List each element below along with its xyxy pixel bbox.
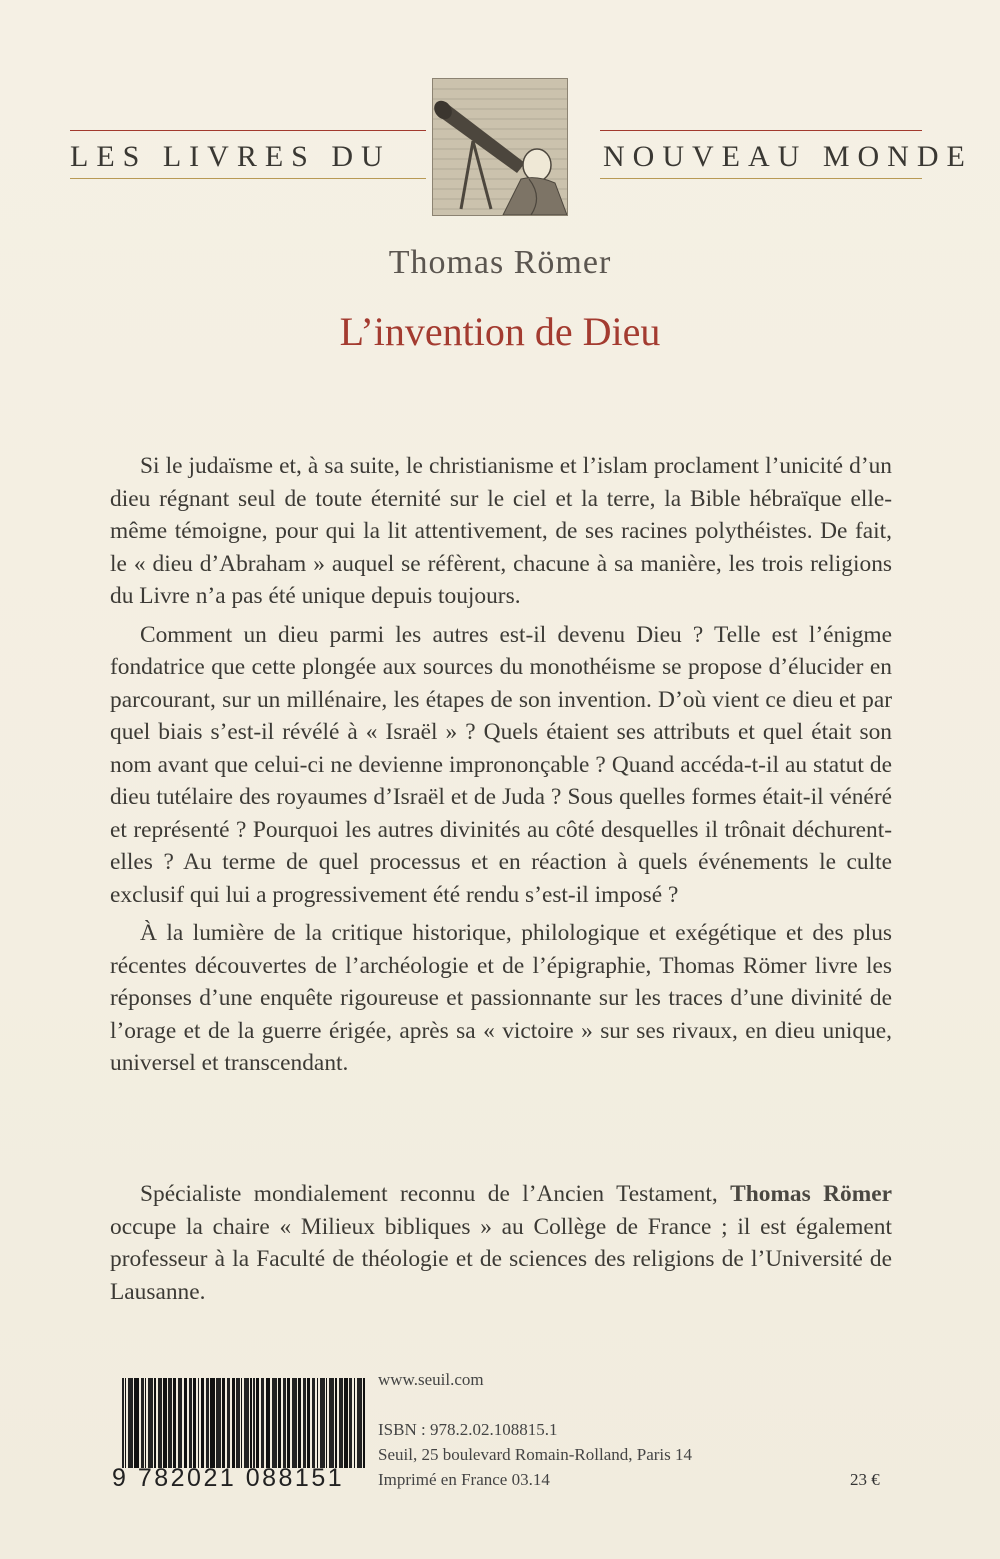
author-bio-paragraph (110, 1178, 892, 1308)
series-name-left: LES LIVRES DU (70, 140, 391, 173)
barcode-bar (329, 1378, 334, 1468)
barcode-bar (189, 1378, 192, 1468)
print-info: Imprimé en France 03.14 (378, 1470, 550, 1489)
barcode-bar (287, 1378, 290, 1468)
price: 23 € (850, 1470, 880, 1489)
book-author: Thomas Römer (388, 244, 612, 281)
barcode-bar (326, 1378, 328, 1468)
barcode-bar (250, 1378, 252, 1468)
barcode-bar (193, 1378, 196, 1468)
isbn-number: ISBN : 978.2.02.108815.1 (378, 1420, 558, 1439)
barcode-bar (266, 1378, 271, 1468)
header-rule-top-right (600, 130, 922, 131)
barcode-bar (227, 1378, 230, 1468)
barcode-bar (158, 1378, 163, 1468)
barcode-bar (303, 1378, 306, 1468)
blurb-paragraph: Si le judaïsme et, à sa suite, le christianisme et l’islam proclament l’unicité d’un dieu régnant seul de toute éternité sur le ciel et la terre, la Bible hébraïque elle-même témoigne, pour qui la lit attentivement, de ses racines polythéistes. De fait, le « dieu d’Abraham » auquel se réfèrent, chacune à sa manière, les trois religions du Livre n’a pas été unique depuis toujours. (110, 453, 892, 609)
astronomer-telescope-engraving-icon (432, 78, 568, 216)
header-rule-top-left (70, 130, 426, 131)
barcode-bar (241, 1378, 243, 1468)
barcode-bar (317, 1378, 319, 1468)
barcode-bar (122, 1378, 124, 1468)
blurb-paragraph: À la lumière de la critique historique, philologique et exégétique et des plus récentes découvertes de l’archéologie et de l’épigraphie, Thomas Römer livre les réponses d’une enquête rigoureuse et passionnante sur les traces d’une divinité de l’orage et de la guerre érigée, après sa « victoire » sur ses rivaux, en dieu unique, universel et transcendant. (110, 920, 892, 1076)
barcode-bar (134, 1378, 139, 1468)
barcode-bar (154, 1378, 156, 1468)
blurb-text (110, 450, 892, 1086)
barcode-bar (148, 1378, 153, 1468)
barcode-bar (145, 1378, 147, 1468)
barcode-bar (363, 1378, 365, 1468)
barcode-bar (201, 1378, 204, 1468)
barcode-bar (236, 1378, 239, 1468)
barcode-bar (298, 1378, 301, 1468)
publisher-address: Seuil, 25 boulevard Romain-Rolland, Paris 14 (378, 1445, 692, 1464)
barcode-bar (184, 1378, 187, 1468)
barcode-bar (256, 1378, 259, 1468)
barcode-bar (349, 1378, 352, 1468)
barcode-bar (272, 1378, 277, 1468)
barcode-bar (357, 1378, 362, 1468)
barcode-bar (261, 1378, 264, 1468)
barcode-bar (216, 1378, 221, 1468)
barcode-bar (354, 1378, 356, 1468)
bio-text-before: Spécialiste mondialement reconnu de l’Ancien Testament, (140, 1181, 731, 1207)
barcode-bar (278, 1378, 281, 1468)
book-title: L’invention de Dieu (339, 309, 661, 354)
isbn-barcode (112, 1378, 367, 1493)
barcode-bar (244, 1378, 249, 1468)
barcode-digits: 9 782021 088151 (112, 1464, 345, 1492)
series-name-right: NOUVEAU MONDE (603, 140, 973, 173)
barcode-bar (173, 1378, 176, 1468)
barcode-bar (292, 1378, 297, 1468)
barcode-bars-icon (122, 1378, 367, 1468)
barcode-bar (141, 1378, 144, 1468)
bio-text-after: occupe la chaire « Milieux bibliques » au Collège de France ; il est également professeur à la Faculté de théologie et de sciences des religions de l’Université de Lausanne. (110, 1213, 892, 1305)
barcode-bar (210, 1378, 215, 1468)
header-rule-bottom-left (70, 178, 426, 179)
barcode-bar (198, 1378, 200, 1468)
author-bio (110, 1178, 892, 1308)
barcode-bar (307, 1378, 310, 1468)
barcode-bar (206, 1378, 209, 1468)
barcode-bar (168, 1378, 171, 1468)
barcode-bar (253, 1378, 255, 1468)
barcode-bar (232, 1378, 235, 1468)
bio-author-name: Thomas Römer (730, 1181, 892, 1207)
blurb-paragraph: Comment un dieu parmi les autres est-il devenu Dieu ? Telle est l’énigme fondatrice que cette plongée aux sources du monothéisme se propose d’élucider en parcourant, sur un millénaire, les étapes de son invention. D’où vient ce dieu et par quel biais s’est-il révélé à « Israël » ? Quels étaient ses attributs et quel était son nom avant que celui-ci ne devienne imprononçable ? Quand accéda-t-il au statut de dieu tutélaire des royaumes d’Israël et de Juda ? Sous quelles formes était-il vénéré et représenté ? Pourquoi les autres divinités au côté desquelles il trônait déchurent-elles ? Au terme de quel processus et en réaction à quels événements le culte exclusif qui lui a progressivement été rendu s’est-il imposé ? (110, 621, 892, 908)
barcode-bar (163, 1378, 166, 1468)
barcode-bar (128, 1378, 133, 1468)
barcode-bar (335, 1378, 337, 1468)
barcode-bar (312, 1378, 315, 1468)
barcode-bar (283, 1378, 286, 1468)
publisher-website: www.seuil.com (378, 1370, 484, 1389)
barcode-bar (222, 1378, 225, 1468)
header-rule-bottom-right (600, 178, 922, 179)
barcode-bar (178, 1378, 183, 1468)
barcode-bar (344, 1378, 347, 1468)
barcode-bar (320, 1378, 325, 1468)
barcode-bar (125, 1378, 127, 1468)
barcode-bar (339, 1378, 344, 1468)
